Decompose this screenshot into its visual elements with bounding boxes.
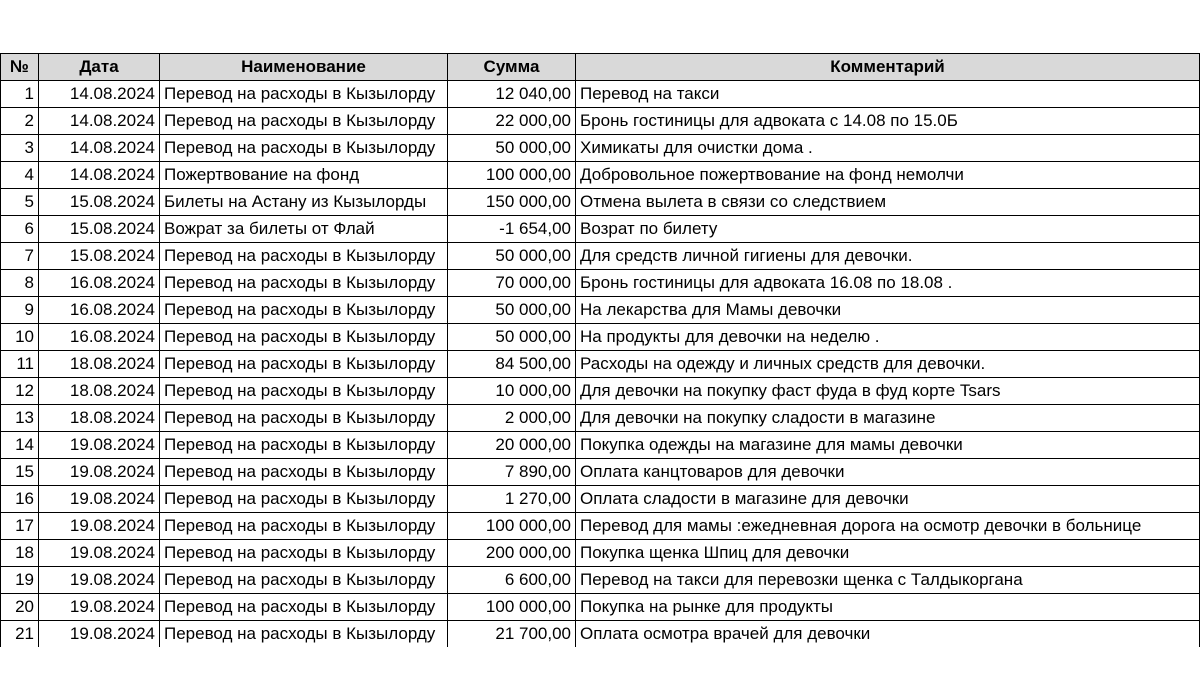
row-date-cell: 18.08.2024	[39, 405, 160, 432]
column-header-date: Дата	[39, 54, 160, 81]
table-row	[1, 81, 1200, 108]
table-row	[1, 216, 1200, 243]
row-amount-cell: 50 000,00	[448, 297, 576, 324]
row-comment-cell: Бронь гостиницы для адвоката 16.08 по 18.08 .	[576, 270, 1200, 297]
row-amount-cell: 20 000,00	[448, 432, 576, 459]
row-name-cell: Перевод на расходы в Кызылорду	[160, 378, 448, 405]
row-name-cell: Перевод на расходы в Кызылорду	[160, 81, 448, 108]
row-name-cell: Перевод на расходы в Кызылорду	[160, 567, 448, 594]
row-comment-cell: Для девочки на покупку сладости в магазине	[576, 405, 1200, 432]
row-name-cell: Перевод на расходы в Кызылорду	[160, 270, 448, 297]
row-name-cell: Перевод на расходы в Кызылорду	[160, 486, 448, 513]
table-row	[1, 486, 1200, 513]
row-comment-cell: Для девочки на покупку фаст фуда в фуд корте Tsars	[576, 378, 1200, 405]
row-date-cell: 19.08.2024	[39, 540, 160, 567]
row-name-cell: Вожрат за билеты от Флай	[160, 216, 448, 243]
row-comment-cell: На лекарства для Мамы девочки	[576, 297, 1200, 324]
row-amount-cell: 7 890,00	[448, 459, 576, 486]
table-row	[1, 108, 1200, 135]
table-row	[1, 432, 1200, 459]
row-amount-cell: 12 040,00	[448, 81, 576, 108]
row-name-cell: Билеты на Астану из Кызылорды	[160, 189, 448, 216]
row-number-cell: 10	[1, 324, 39, 351]
row-number-cell: 19	[1, 567, 39, 594]
row-comment-cell: Для средств личной гигиены для девочки.	[576, 243, 1200, 270]
row-comment-cell: Перевод для мамы :ежедневная дорога на осмотр девочки в больнице	[576, 513, 1200, 540]
row-comment-cell: Бронь гостиницы для адвоката с 14.08 по 15.0Б	[576, 108, 1200, 135]
table-row	[1, 243, 1200, 270]
row-name-cell: Перевод на расходы в Кызылорду	[160, 540, 448, 567]
row-date-cell: 19.08.2024	[39, 486, 160, 513]
row-number-cell: 18	[1, 540, 39, 567]
row-amount-cell: 50 000,00	[448, 243, 576, 270]
table-body	[1, 81, 1200, 648]
column-header-name: Наименование	[160, 54, 448, 81]
table-row	[1, 405, 1200, 432]
column-header-comment: Комментарий	[576, 54, 1200, 81]
table-row	[1, 567, 1200, 594]
row-number-cell: 5	[1, 189, 39, 216]
table-row	[1, 189, 1200, 216]
row-amount-cell: 50 000,00	[448, 324, 576, 351]
row-name-cell: Перевод на расходы в Кызылорду	[160, 351, 448, 378]
row-date-cell: 19.08.2024	[39, 459, 160, 486]
row-number-cell: 6	[1, 216, 39, 243]
row-number-cell: 15	[1, 459, 39, 486]
row-name-cell: Перевод на расходы в Кызылорду	[160, 459, 448, 486]
row-number-cell: 7	[1, 243, 39, 270]
row-date-cell: 15.08.2024	[39, 189, 160, 216]
row-amount-cell: 70 000,00	[448, 270, 576, 297]
table-row	[1, 351, 1200, 378]
row-comment-cell: Возрат по билету	[576, 216, 1200, 243]
row-number-cell: 20	[1, 594, 39, 621]
row-date-cell: 18.08.2024	[39, 351, 160, 378]
row-name-cell: Перевод на расходы в Кызылорду	[160, 324, 448, 351]
row-amount-cell: 200 000,00	[448, 540, 576, 567]
row-date-cell: 14.08.2024	[39, 135, 160, 162]
row-comment-cell: Покупка на рынке для продукты	[576, 594, 1200, 621]
row-amount-cell: 10 000,00	[448, 378, 576, 405]
row-number-cell: 2	[1, 108, 39, 135]
table-row	[1, 270, 1200, 297]
row-name-cell: Перевод на расходы в Кызылорду	[160, 405, 448, 432]
row-date-cell: 14.08.2024	[39, 81, 160, 108]
row-amount-cell: -1 654,00	[448, 216, 576, 243]
row-comment-cell: Перевод на такси для перевозки щенка с Талдыкоргана	[576, 567, 1200, 594]
row-number-cell: 14	[1, 432, 39, 459]
row-number-cell: 11	[1, 351, 39, 378]
row-name-cell: Перевод на расходы в Кызылорду	[160, 108, 448, 135]
row-date-cell: 19.08.2024	[39, 513, 160, 540]
row-date-cell: 15.08.2024	[39, 216, 160, 243]
row-comment-cell: Перевод на такси	[576, 81, 1200, 108]
row-number-cell: 4	[1, 162, 39, 189]
row-date-cell: 16.08.2024	[39, 297, 160, 324]
row-comment-cell: Химикаты для очистки дома .	[576, 135, 1200, 162]
row-comment-cell: Покупка щенка Шпиц для девочки	[576, 540, 1200, 567]
row-amount-cell: 150 000,00	[448, 189, 576, 216]
row-date-cell: 19.08.2024	[39, 432, 160, 459]
row-comment-cell: Отмена вылета в связи со следствием	[576, 189, 1200, 216]
row-date-cell: 14.08.2024	[39, 108, 160, 135]
row-name-cell: Перевод на расходы в Кызылорду	[160, 594, 448, 621]
table-row	[1, 162, 1200, 189]
table-row	[1, 540, 1200, 567]
row-amount-cell: 100 000,00	[448, 594, 576, 621]
table-row	[1, 513, 1200, 540]
row-amount-cell: 1 270,00	[448, 486, 576, 513]
row-date-cell: 16.08.2024	[39, 270, 160, 297]
row-number-cell: 13	[1, 405, 39, 432]
row-name-cell: Перевод на расходы в Кызылорду	[160, 432, 448, 459]
row-comment-cell: Оплата осмотра врачей для девочки	[576, 621, 1200, 648]
table-row	[1, 324, 1200, 351]
table-row	[1, 378, 1200, 405]
table-row	[1, 594, 1200, 621]
row-amount-cell: 84 500,00	[448, 351, 576, 378]
row-comment-cell: Покупка одежды на магазине для мамы девочки	[576, 432, 1200, 459]
table-header-row	[1, 54, 1200, 81]
row-number-cell: 16	[1, 486, 39, 513]
row-date-cell: 19.08.2024	[39, 621, 160, 648]
expense-table	[0, 53, 1200, 647]
row-amount-cell: 6 600,00	[448, 567, 576, 594]
column-header-number: №	[1, 54, 39, 81]
table-row	[1, 459, 1200, 486]
row-comment-cell: Добровольное пожертвование на фонд немолчи	[576, 162, 1200, 189]
row-date-cell: 18.08.2024	[39, 378, 160, 405]
row-comment-cell: Оплата канцтоваров для девочки	[576, 459, 1200, 486]
row-number-cell: 17	[1, 513, 39, 540]
row-number-cell: 9	[1, 297, 39, 324]
row-comment-cell: Оплата сладости в магазине для девочки	[576, 486, 1200, 513]
row-name-cell: Перевод на расходы в Кызылорду	[160, 297, 448, 324]
row-amount-cell: 21 700,00	[448, 621, 576, 648]
row-date-cell: 16.08.2024	[39, 324, 160, 351]
row-amount-cell: 100 000,00	[448, 513, 576, 540]
row-comment-cell: Расходы на одежду и личных средств для девочки.	[576, 351, 1200, 378]
row-date-cell: 19.08.2024	[39, 567, 160, 594]
row-number-cell: 8	[1, 270, 39, 297]
row-amount-cell: 22 000,00	[448, 108, 576, 135]
row-date-cell: 15.08.2024	[39, 243, 160, 270]
row-number-cell: 12	[1, 378, 39, 405]
row-amount-cell: 50 000,00	[448, 135, 576, 162]
row-number-cell: 3	[1, 135, 39, 162]
row-name-cell: Перевод на расходы в Кызылорду	[160, 135, 448, 162]
row-name-cell: Пожертвование на фонд	[160, 162, 448, 189]
row-number-cell: 21	[1, 621, 39, 648]
row-name-cell: Перевод на расходы в Кызылорду	[160, 621, 448, 648]
row-date-cell: 14.08.2024	[39, 162, 160, 189]
row-amount-cell: 2 000,00	[448, 405, 576, 432]
column-header-amount: Сумма	[448, 54, 576, 81]
row-amount-cell: 100 000,00	[448, 162, 576, 189]
row-name-cell: Перевод на расходы в Кызылорду	[160, 513, 448, 540]
table-row	[1, 621, 1200, 648]
row-name-cell: Перевод на расходы в Кызылорду	[160, 243, 448, 270]
row-comment-cell: На продукты для девочки на неделю .	[576, 324, 1200, 351]
table-row	[1, 135, 1200, 162]
row-number-cell: 1	[1, 81, 39, 108]
row-date-cell: 19.08.2024	[39, 594, 160, 621]
table-row	[1, 297, 1200, 324]
